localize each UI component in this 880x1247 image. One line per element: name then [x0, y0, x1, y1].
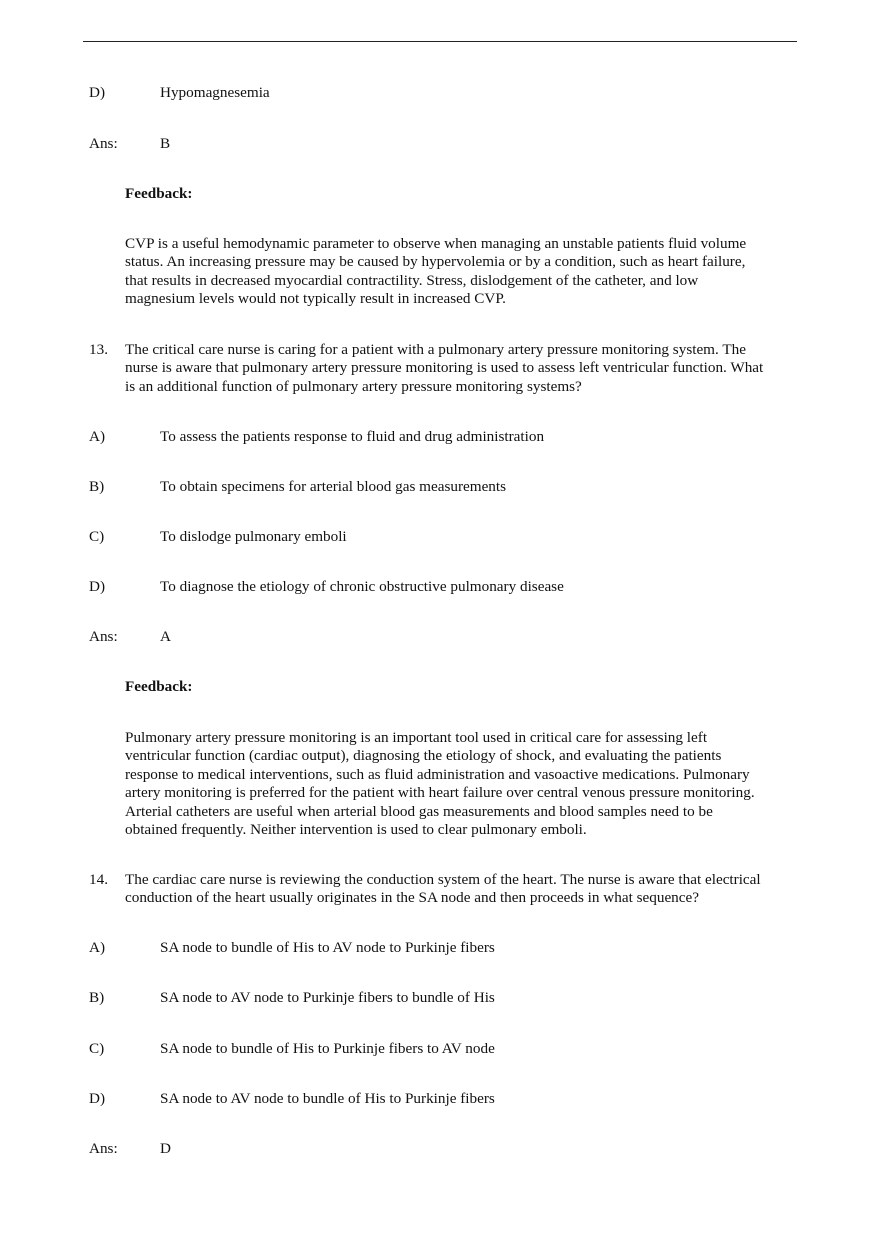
option-label: A) — [89, 939, 106, 956]
feedback-heading: Feedback: — [125, 678, 193, 695]
option-label: D) — [89, 578, 106, 595]
feedback-heading: Feedback: — [125, 185, 193, 202]
answer-label: Ans: — [89, 1140, 118, 1157]
option-text: Hypomagnesemia — [160, 84, 270, 101]
answer-label: Ans: — [89, 135, 118, 152]
option-label: D) — [89, 1090, 106, 1107]
option-text: SA node to bundle of His to AV node to Purkinje fibers — [160, 939, 495, 956]
option-label: C) — [89, 1040, 105, 1057]
option-label: A) — [89, 428, 106, 445]
question-number: 14. — [89, 871, 108, 888]
answer-value: A — [160, 628, 171, 645]
question-number: 13. — [89, 341, 108, 358]
question-stem: The cardiac care nurse is reviewing the conduction system of the heart. The nurse is aware that electrical conduction of the heart usually originates in the SA node and then proceeds in what sequence? — [125, 871, 761, 907]
answer-value: B — [160, 135, 171, 152]
option-label: D) — [89, 84, 106, 101]
option-text: To diagnose the etiology of chronic obstructive pulmonary disease — [160, 578, 564, 595]
option-text: To assess the patients response to fluid and drug administration — [160, 428, 545, 445]
feedback-text: Pulmonary artery pressure monitoring is an important tool used in critical care for assessing left ventricular function (cardiac output), diagnosing the etiology of shock, and evaluating the patients response to medical interventions, such as fluid administration and vasoactive medications. Pulmonary artery monitoring is preferred for the patient with heart failure over central venous pressure monitoring. Arterial catheters are useful when arterial blood gas measurements and blood samples need to be obtained frequently. Neither intervention is used to clear pulmonary emboli. — [125, 729, 755, 839]
option-text: To obtain specimens for arterial blood gas measurements — [160, 478, 507, 495]
option-label: C) — [89, 528, 105, 545]
header-rule — [83, 41, 797, 42]
feedback-text: CVP is a useful hemodynamic parameter to observe when managing an unstable patients fluid volume status. An increasing pressure may be caused by hypervolemia or by a condition, such as heart failure, that results in decreased myocardial contractility. Stress, dislodgement of the catheter, and low magnesium levels would not typically result in increased CVP. — [125, 235, 747, 308]
question-stem: The critical care nurse is caring for a patient with a pulmonary artery pressure monitoring system. The nurse is aware that pulmonary artery pressure monitoring is used to assess left ventricular function. What is an additional function of pulmonary artery pressure monitoring systems? — [125, 341, 764, 395]
answer-label: Ans: — [89, 628, 118, 645]
option-text: To dislodge pulmonary emboli — [160, 528, 347, 545]
option-text: SA node to AV node to Purkinje fibers to bundle of His — [160, 989, 495, 1006]
option-text: SA node to bundle of His to Purkinje fibers to AV node — [160, 1040, 495, 1057]
answer-value: D — [160, 1140, 171, 1157]
option-text: SA node to AV node to bundle of His to Purkinje fibers — [160, 1090, 495, 1107]
option-label: B) — [89, 989, 105, 1006]
option-label: B) — [89, 478, 105, 495]
